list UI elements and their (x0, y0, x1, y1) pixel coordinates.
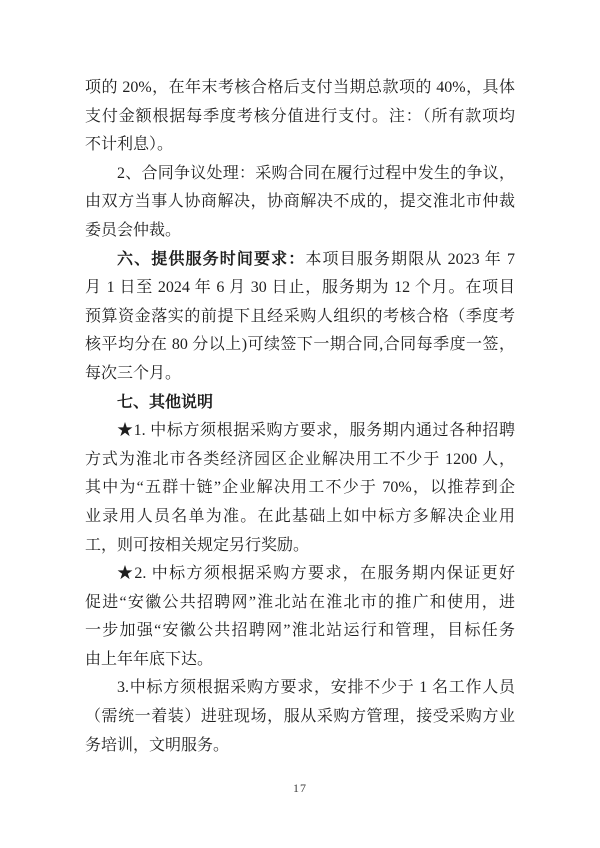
text-line: ★2. 中标方须根据采购方要求，在服务期内保证更好 (117, 565, 515, 583)
text-line: 预算资金落实的前提下且经采购人组织的考核合格（季度考 (85, 307, 515, 325)
section-7-heading: 七、其他说明 (117, 393, 214, 411)
text-line: 促进“安徽公共招聘网”淮北站在淮北市的推广和使用，进 (85, 593, 515, 611)
text-line: （需统一着装）进驻现场，服从采购方管理，接受采购方业 (85, 708, 515, 726)
text-line: 工，则可按相关规定另行奖励。 (85, 536, 310, 554)
section-6-heading: 六、提供服务时间要求： (117, 250, 306, 268)
text-line: 不计利息）。 (85, 136, 174, 154)
text-line: 支付金额根据每季度考核分值进行支付。注：（所有款项均 (85, 107, 515, 125)
page-number: 17 (293, 781, 307, 795)
text-line: ★1. 中标方须根据采购方要求，服务期内通过各种招聘 (117, 422, 515, 440)
text-line: 由上年年底下达。 (85, 650, 214, 668)
text-run: 本项目服务期限从 2023 年 7 (305, 250, 515, 268)
text-line: 3.中标方须根据采购方要求，安排不少于 1 名工作人员 (117, 679, 515, 697)
text-line: 由双方当事人协商解决，协商解决不成的，提交淮北市仲裁 (85, 193, 515, 211)
section-6-heading-line (85, 246, 515, 275)
text-line: 项的 20%，在年末考核合格后支付当期总款项的 40%，具体 (85, 79, 515, 96)
text-line: 其中为“五群十链”企业解决用工不少于 70%，以推荐到企 (85, 479, 515, 497)
text-line: 务培训，文明服务。 (85, 736, 230, 754)
text-line: 业录用人员名单为准。在此基础上如中标方多解决企业用 (85, 507, 515, 525)
document-body (85, 74, 515, 760)
text-line: 一步加强“安徽公共招聘网”淮北站运行和管理，目标任务 (85, 622, 515, 640)
text-line: 委员会仲裁。 (85, 221, 182, 239)
text-line: 核平均分在 80 分以上)可续签下一期合同,合同每季度一签， (85, 336, 515, 354)
text-line: 每次三个月。 (85, 364, 182, 382)
text-line: 方式为淮北市各类经济园区企业解决用工不少于 1200 人， (85, 450, 515, 468)
text-line: 2、合同争议处理：采购合同在履行过程中发生的争议， (117, 164, 515, 182)
text-line: 月 1 日至 2024 年 6 月 30 日止，服务期为 12 个月。在项目 (85, 279, 515, 297)
section-7-heading-line (85, 389, 515, 418)
